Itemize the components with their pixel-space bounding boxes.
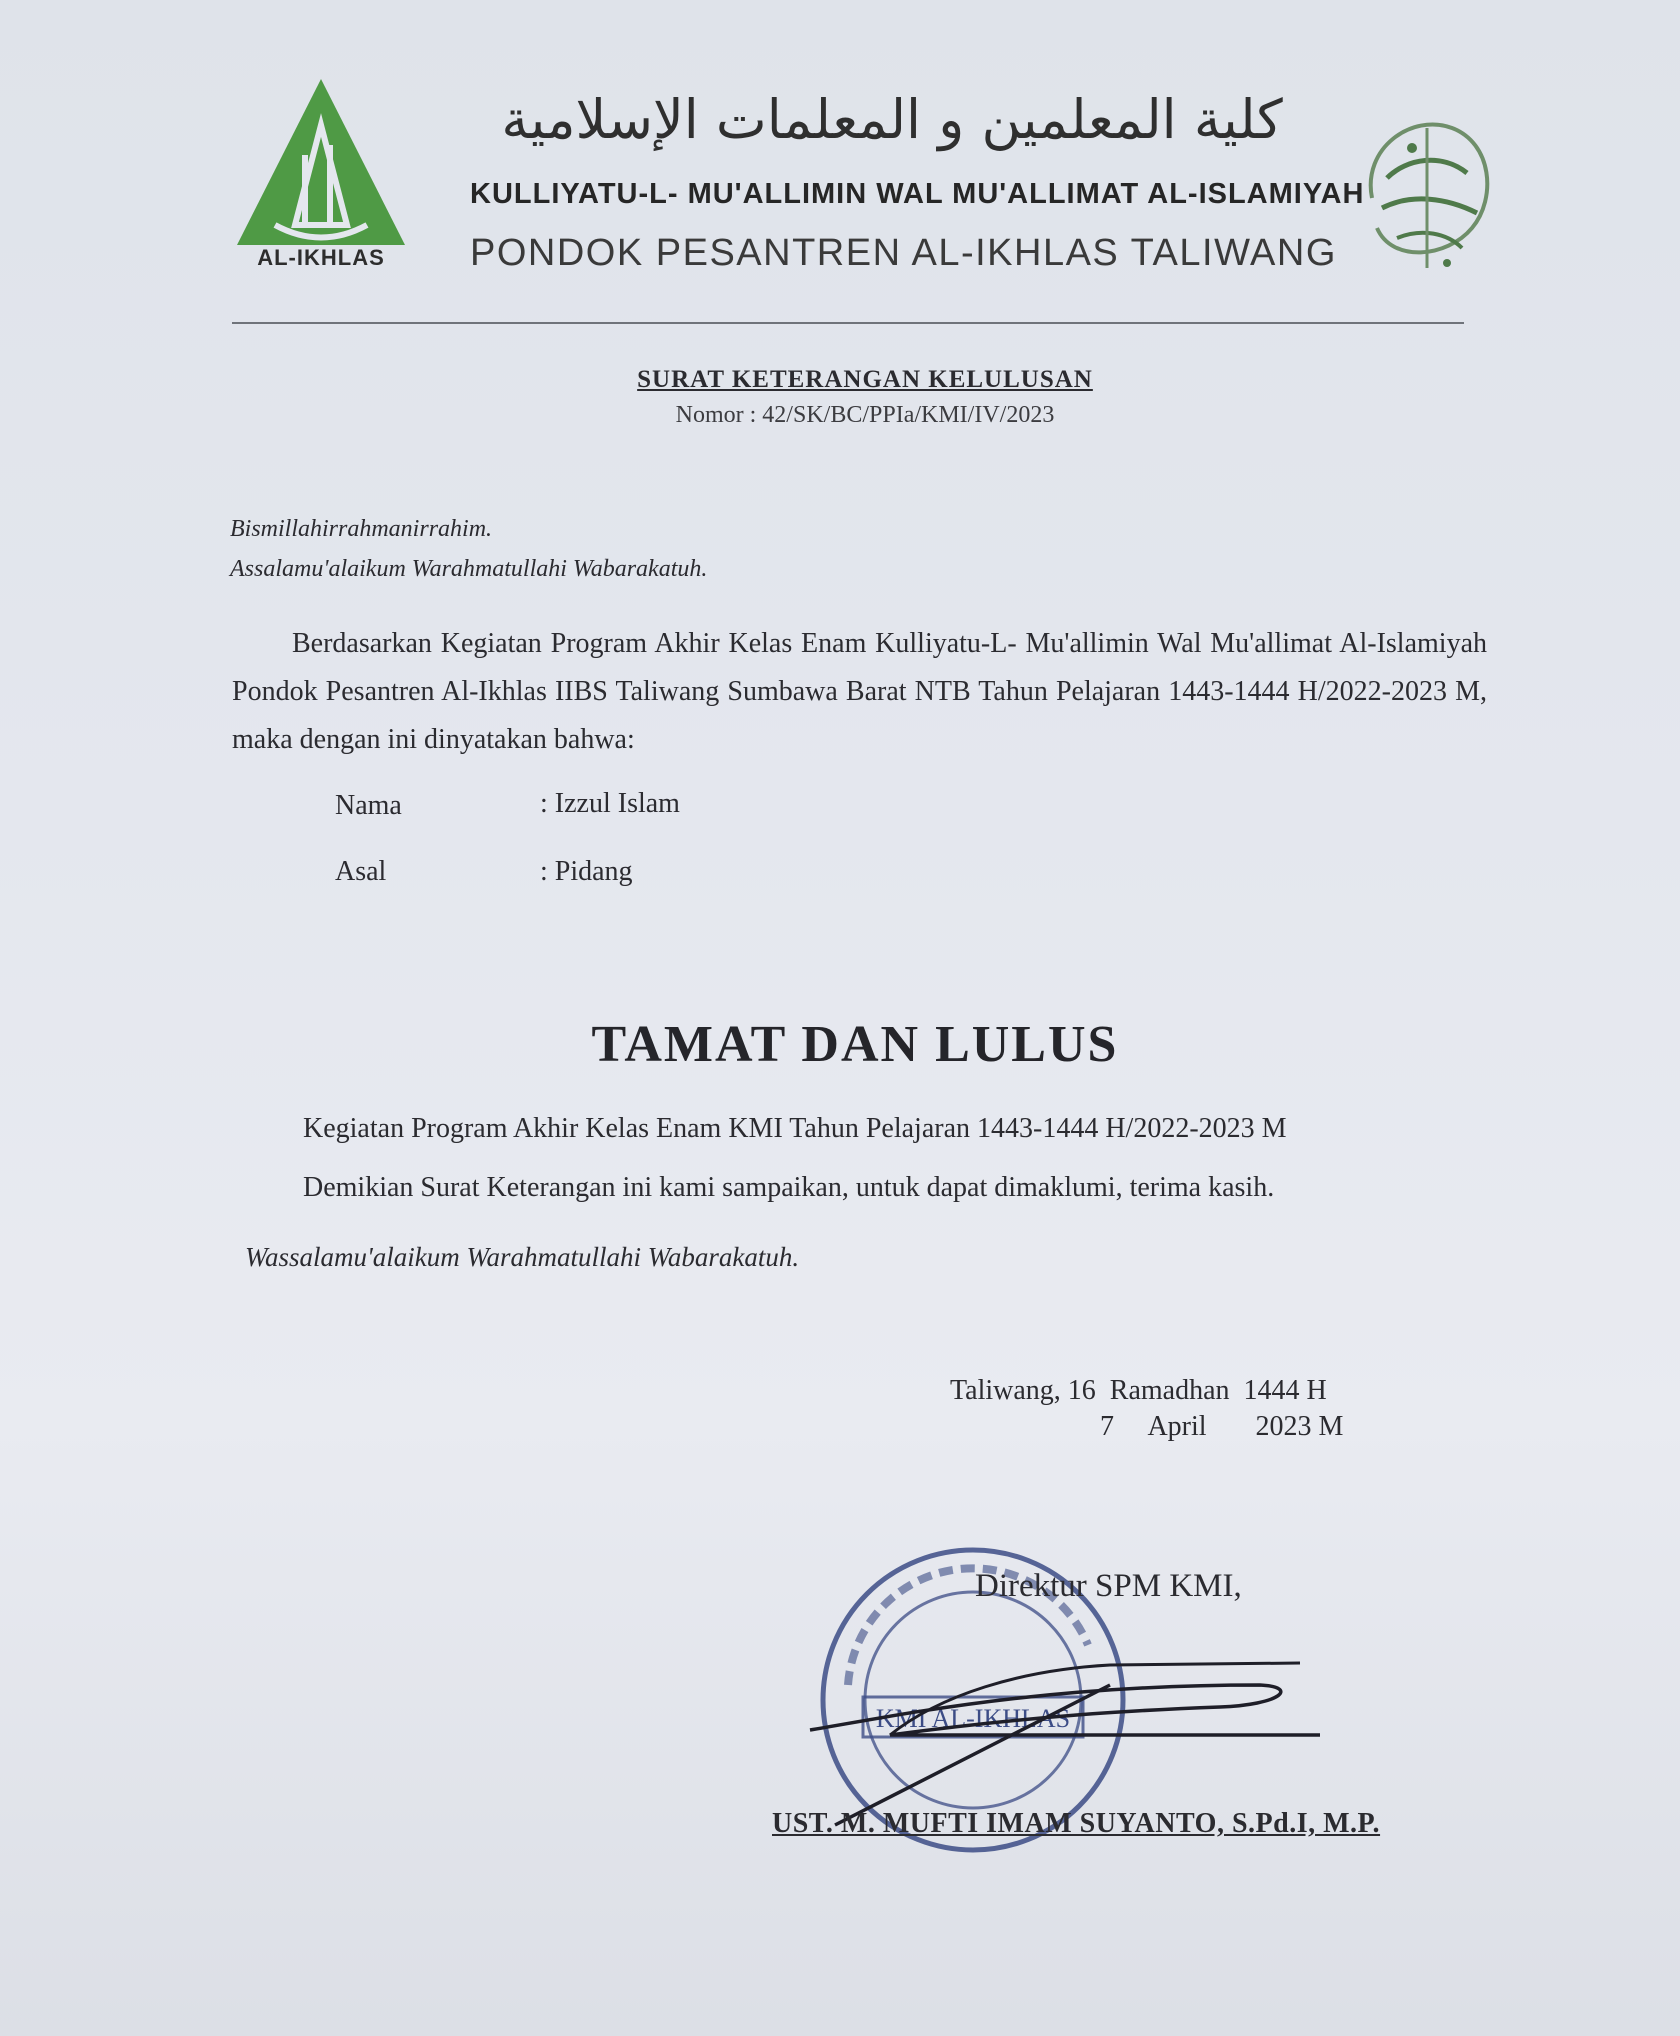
stamp-text: KMI AL-IKHLAS — [875, 1704, 1071, 1733]
date-hijri: Taliwang, 16 Ramadhan 1444 H — [950, 1375, 1327, 1406]
document-number: Nomor : 42/SK/BC/PPIa/KMI/IV/2023 — [675, 402, 1055, 428]
institution-name: PONDOK PESANTREN AL-IKHLAS TALIWANG — [470, 232, 1337, 274]
closing-greeting: Wassalamu'alaikum Warahmatullahi Wabarakatuh. — [245, 1242, 800, 1272]
asal-label: Asal — [335, 856, 387, 887]
nama-value: : Izzul Islam — [540, 788, 680, 819]
header-divider — [232, 322, 1464, 324]
calligraphy-emblem — [1352, 108, 1500, 276]
body-paragraph: Berdasarkan Kegiatan Program Akhir Kelas Enam Kulliyatu-L- Mu'allimin Wal Mu'allimat Al-Islamiyah Pondok Pesantren Al-Ikhlas IIBS Taliwang Sumbawa Barat NTB Tahun Pelajaran 1443-1444 H/2022-2023 M, maka dengan ini dinyatakan bahwa: — [232, 628, 1487, 755]
closing-statement: Demikian Surat Keterangan ini kami sampaikan, untuk dapat dimaklumi, terima kasih. — [303, 1172, 1275, 1203]
signatory-name: UST. M. MUFTI IMAM SUYANTO, S.Pd.I, M.P. — [772, 1808, 1381, 1839]
latin-institution-title: KULLIYATU-L- MU'ALLIMIN WAL MU'ALLIMAT AL-ISLAMIYAH — [470, 178, 1365, 210]
date-gregorian: 7 April 2023 M — [1100, 1411, 1344, 1442]
nama-label: Nama — [335, 790, 402, 821]
al-ikhlas-logo — [235, 75, 407, 271]
signatory-position: Direktur SPM KMI, — [975, 1568, 1242, 1604]
document-title: SURAT KETERANGAN KELULUSAN — [637, 366, 1093, 393]
opening-greeting: Assalamu'alaikum Warahmatullahi Wabarakatuh. — [230, 556, 708, 582]
bismillah: Bismillahirrahmanirrahim. — [230, 516, 493, 542]
logo-caption: AL-IKHLAS — [257, 245, 385, 270]
result-headline: TAMAT DAN LULUS — [591, 1016, 1119, 1073]
program-statement: Kegiatan Program Akhir Kelas Enam KMI Tahun Pelajaran 1443-1444 H/2022-2023 M — [303, 1113, 1287, 1144]
arabic-institution-title: كلية المعلمين و المعلمات الإسلامية — [501, 88, 1283, 151]
asal-value: : Pidang — [540, 856, 633, 887]
